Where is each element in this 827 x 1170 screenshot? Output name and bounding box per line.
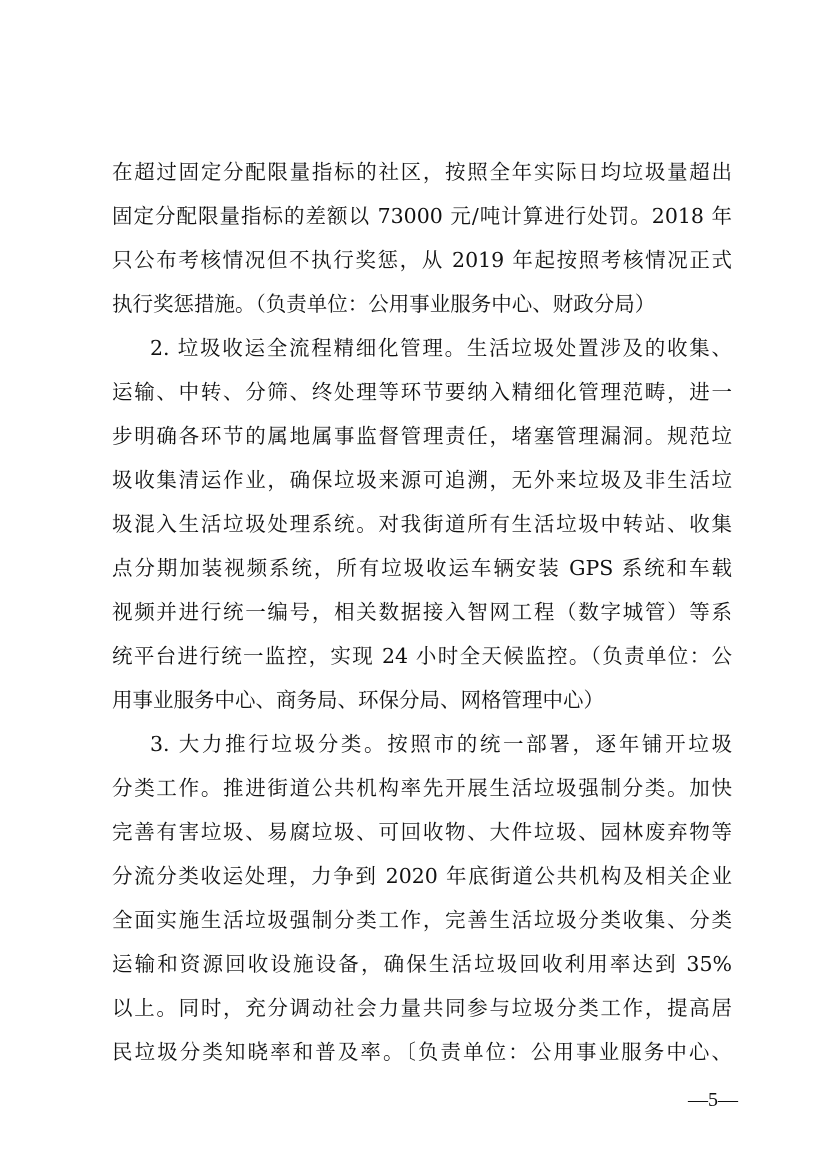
text-line: 分类工作。推进街道公共机构率先开展生活垃圾强制分类。加快 [112,776,732,800]
text-line: 视频并进行统一编号，相关数据接入智网工程（数字城管）等系 [112,600,732,624]
page-number: —5— [688,1089,738,1111]
text-line: 执行奖惩措施。（负责单位：公用事业服务中心、财政分局） [112,292,656,316]
paragraph-heading-line: 3. 大力推行垃圾分类。按照市的统一部署，逐年铺开垃圾 [150,732,732,756]
text-line: 以上。同时，充分调动社会力量共同参与垃圾分类工作，提高居 [112,996,732,1020]
text-line: 用事业服务中心、商务局、环保分局、网格管理中心） [112,688,604,712]
text-line: 运输和资源回收设施设备，确保生活垃圾回收利用率达到 35% [112,952,732,976]
text-line: 完善有害垃圾、易腐垃圾、可回收物、大件垃圾、园林废弃物等 [112,820,732,844]
text-line: 点分期加装视频系统，所有垃圾收运车辆安装 GPS 系统和车载 [112,556,732,580]
text-line: 统平台进行统一监控，实现 24 小时全天候监控。（负责单位：公 [112,644,732,668]
text-line: 步明确各环节的属地属事监督管理责任，堵塞管理漏洞。规范垃 [112,424,732,448]
text-line: 民垃圾分类知晓率和普及率。〔负责单位：公用事业服务中心、 [112,1040,732,1064]
text-line: 在超过固定分配限量指标的社区，按照全年实际日均垃圾量超出 [112,160,732,184]
text-line: 圾收集清运作业，确保垃圾来源可追溯，无外来垃圾及非生活垃 [112,468,732,492]
text-line: 圾混入生活垃圾处理系统。对我街道所有生活垃圾中转站、收集 [112,512,732,536]
text-line: 全面实施生活垃圾强制分类工作，完善生活垃圾分类收集、分类 [112,908,732,932]
text-line: 只公布考核情况但不执行奖惩，从 2019 年起按照考核情况正式 [112,248,732,272]
paragraph-heading-line: 2. 垃圾收运全流程精细化管理。生活垃圾处置涉及的收集、 [150,336,732,360]
text-line: 固定分配限量指标的差额以 73000 元/吨计算进行处罚。2018 年 [112,204,732,228]
text-line: 分流分类收运处理，力争到 2020 年底街道公共机构及相关企业 [112,864,732,888]
text-line: 运输、中转、分筛、终处理等环节要纳入精细化管理范畴，进一 [112,380,732,404]
